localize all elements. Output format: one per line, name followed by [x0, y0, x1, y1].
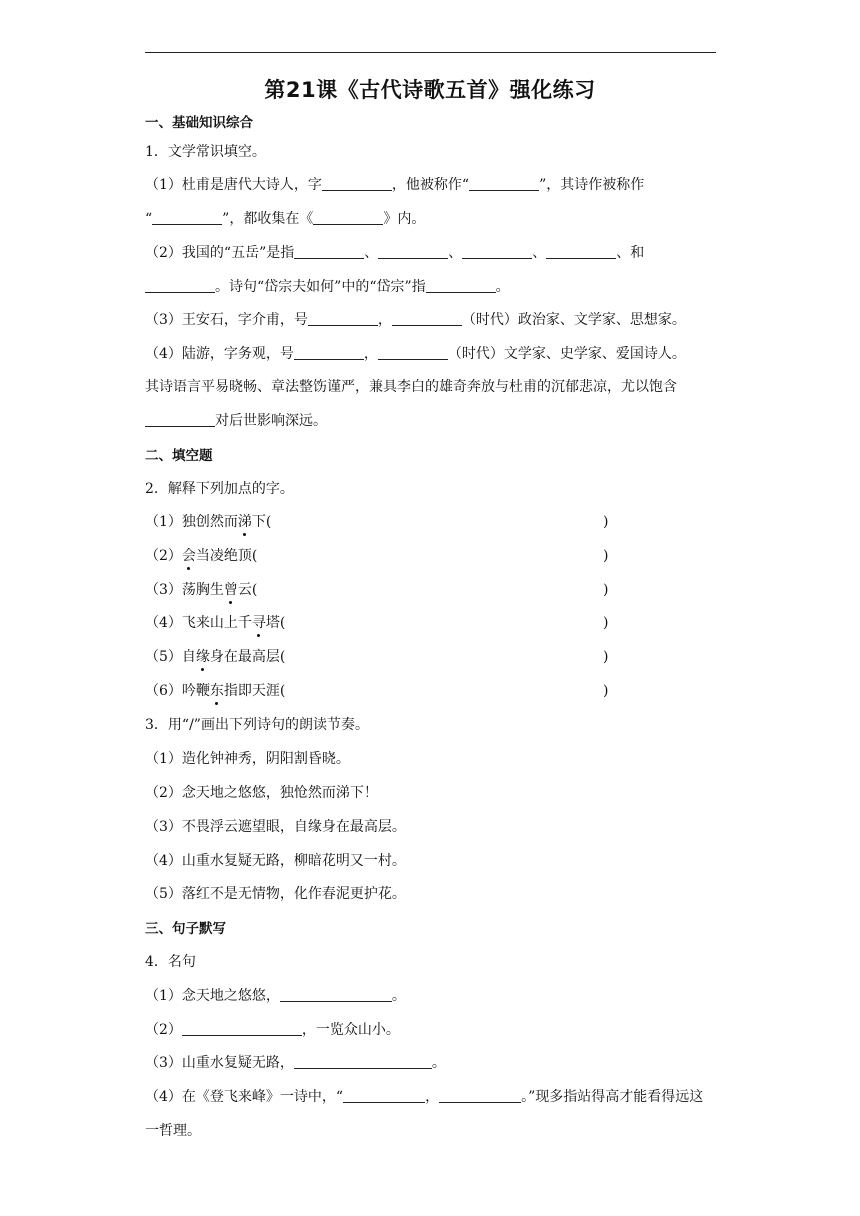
section-heading-1: 一、基础知识综合: [145, 115, 253, 131]
text: 当凌绝顶(: [195, 548, 258, 564]
dotted-char: 缘: [195, 649, 210, 665]
answer-blank[interactable]: [182, 1020, 302, 1036]
text: “: [145, 211, 153, 227]
text: （2）我国的“五岳”是指: [145, 245, 295, 261]
question-4-line-2: [145, 1020, 725, 1040]
header-rule: [145, 52, 716, 53]
text: 。: [391, 988, 406, 1004]
question-2-item: [145, 580, 725, 600]
text: 。”现多指站得高才能看得远这: [521, 1089, 704, 1105]
answer-blank[interactable]: [145, 277, 215, 293]
question-2-heading: 2．解释下列加点的字。: [145, 481, 294, 497]
section-heading-3: 三、句子默写: [145, 921, 226, 937]
section-heading-2: 二、填空题: [145, 448, 213, 464]
question-1-line-5: [145, 310, 725, 330]
dotted-char: 会: [181, 548, 196, 564]
answer-blank[interactable]: [294, 1053, 432, 1069]
close-paren: ): [603, 514, 609, 530]
text: （2）: [145, 548, 182, 564]
text: （时代）政治家、文学家、思想家。: [461, 312, 686, 328]
text: 塔(: [265, 615, 286, 631]
text: （1）杜甫是唐代大诗人，字: [145, 177, 322, 193]
answer-blank[interactable]: [322, 175, 392, 191]
answer-blank[interactable]: [546, 243, 616, 259]
text: 。: [495, 279, 510, 295]
question-1-line-1: [145, 175, 725, 195]
text: 指即天涯(: [223, 683, 286, 699]
text: ”，都收集在《: [222, 211, 314, 227]
close-paren: ): [603, 615, 609, 631]
text: 。: [431, 1055, 446, 1071]
question-4-line-3: [145, 1053, 725, 1073]
question-1-line-6: [145, 344, 725, 364]
text: （6）吟鞭: [145, 683, 210, 699]
question-1-line-8: [145, 411, 725, 431]
text: （1）念天地之悠悠，: [145, 988, 280, 1004]
answer-blank[interactable]: [343, 1087, 425, 1103]
question-3-heading: 3．用“/”画出下列诗句的朗读节奏。: [145, 717, 369, 733]
question-2-item: [145, 647, 725, 667]
dotted-char: 东: [209, 683, 224, 699]
question-2-item: [145, 512, 725, 532]
text: （5）自: [145, 649, 196, 665]
question-3-item: （5）落红不是无情物，化作春泥更护花。: [145, 886, 406, 902]
answer-blank[interactable]: [308, 310, 378, 326]
answer-blank[interactable]: [462, 243, 532, 259]
question-1-line-3: [145, 243, 725, 263]
question-4-line-4: [145, 1087, 725, 1107]
text: 云(: [237, 582, 258, 598]
text: 》内。: [383, 211, 426, 227]
text: 、和: [616, 245, 645, 261]
text: 身在最高层(: [209, 649, 286, 665]
page-title: 第21课《古代诗歌五首》强化练习: [264, 78, 596, 102]
question-2-item: [145, 613, 725, 633]
answer-blank[interactable]: [426, 277, 496, 293]
answer-blank[interactable]: [392, 310, 462, 326]
text: （4）陆游，字务观，号: [145, 346, 294, 362]
answer-blank[interactable]: [378, 243, 448, 259]
text: 对后世影响深远。: [215, 413, 327, 429]
text: （时代）文学家、史学家、爱国诗人。: [447, 346, 686, 362]
answer-blank[interactable]: [313, 209, 383, 225]
close-paren: ): [603, 582, 609, 598]
question-3-item: （2）念天地之悠悠，独怆然而涕下！: [145, 785, 378, 801]
answer-blank[interactable]: [469, 175, 539, 191]
text: （3）荡胸生: [145, 582, 224, 598]
text: （3）山重水复疑无路，: [145, 1055, 294, 1071]
text: ，: [363, 346, 378, 362]
text: 、: [448, 245, 463, 261]
answer-blank[interactable]: [294, 243, 364, 259]
close-paren: ): [603, 683, 609, 699]
answer-blank[interactable]: [152, 209, 222, 225]
text: （4）在《登飞来峰》一诗中，“: [145, 1089, 344, 1105]
question-1-line-4: [145, 277, 725, 297]
text: 、: [364, 245, 379, 261]
text: ，: [425, 1089, 440, 1105]
text: （3）王安石，字介甫，号: [145, 312, 308, 328]
close-paren: ): [603, 548, 609, 564]
question-4-line-5: 一哲理。: [145, 1123, 201, 1139]
text: 。诗句“岱宗夫如何”中的“岱宗”指: [215, 279, 426, 295]
question-2-item: [145, 546, 725, 566]
question-4-heading: 4．名句: [145, 954, 196, 970]
answer-blank[interactable]: [294, 344, 364, 360]
question-1-heading: 1．文学常识填空。: [145, 144, 266, 160]
text: ，他被称作“: [391, 177, 470, 193]
dotted-char: 涕: [237, 514, 252, 530]
text: （4）飞来山上千: [145, 615, 252, 631]
close-paren: ): [603, 649, 609, 665]
answer-blank[interactable]: [280, 986, 392, 1002]
text: （2）: [145, 1022, 182, 1038]
answer-blank[interactable]: [439, 1087, 521, 1103]
text: （1）独创然而: [145, 514, 238, 530]
text: ，一览众山小。: [301, 1022, 400, 1038]
question-3-item: （4）山重水复疑无路，柳暗花明又一村。: [145, 853, 406, 869]
question-3-item: （1）造化钟神秀，阴阳割昏晓。: [145, 751, 350, 767]
answer-blank[interactable]: [378, 344, 448, 360]
question-2-item: [145, 681, 725, 701]
question-1-line-7: 其诗语言平易晓畅、章法整饬谨严，兼具李白的雄奇奔放与杜甫的沉郁悲凉，尤以饱含: [145, 379, 677, 395]
dotted-char: 寻: [251, 615, 266, 631]
dotted-char: 曾: [223, 582, 238, 598]
question-1-line-2: [145, 209, 725, 229]
text: ”，其诗作被称作: [539, 177, 645, 193]
text: 下(: [251, 514, 272, 530]
text: 、: [532, 245, 547, 261]
question-3-item: （3）不畏浮云遮望眼，自缘身在最高层。: [145, 819, 406, 835]
text: ，: [377, 312, 392, 328]
answer-blank[interactable]: [145, 411, 215, 427]
question-4-line-1: [145, 986, 725, 1006]
